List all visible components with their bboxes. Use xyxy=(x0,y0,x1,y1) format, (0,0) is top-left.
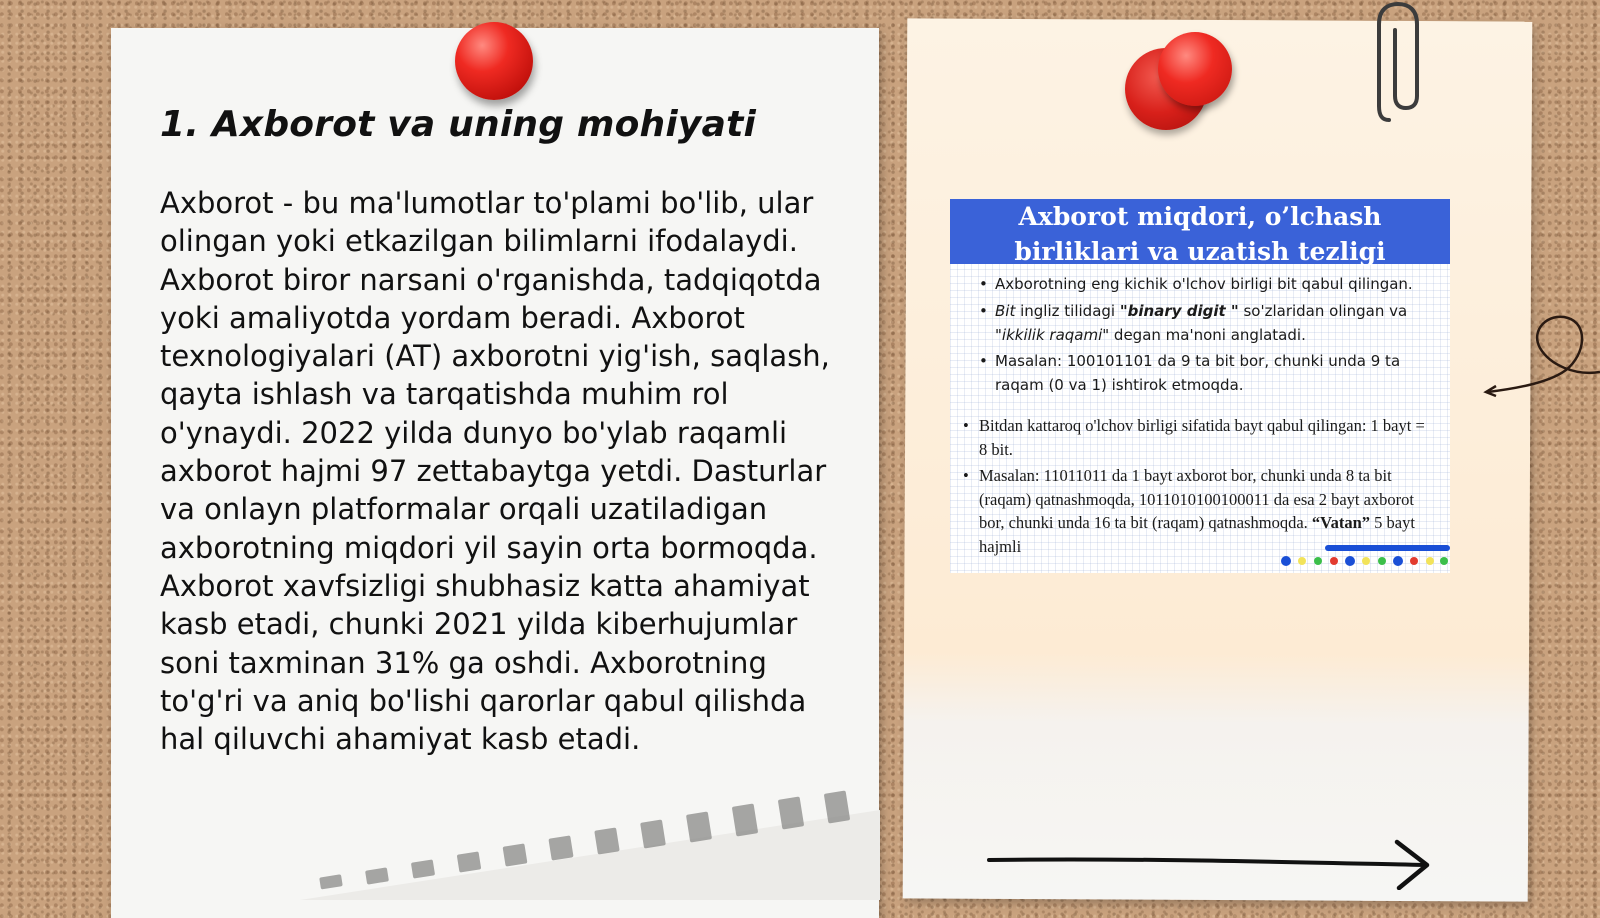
note-body-text: Axborot - bu ma'lumotlar to'plami bo'lib, ular olingan yoki etkazilgan bilimlarni ifodalaydi. Axborot biror narsani o'rganishda, tadqiqotda yoki amaliyotda yordam beradi. Axborot texnologiyalari (AT) axborotni yig'ish, saqlash, qayta ishlash va tarqatishda muhim rol o'ynaydi. 2022 yilda dunyo bo'ylab raqamli axborot hajmi 97 zettabaytga yetdi. Dasturlar va onlayn platformalar orqali uzatiladigan axborotning miqdori yil sayin orta bormoqda. Axborot xavfsizligi shubhasiz katta ahamiyat kasb etadi, chunki 2021 yilda kiberhujumlar soni taxminan 31% ga oshdi. Axborotning to'g'ri va aniq bo'lishi qarorlar qabul qilishda hal qiluvchi ahamiyat kasb etadi. xyxy=(160,186,830,757)
binary-digit-phrase: "binary digit " xyxy=(1119,302,1239,320)
bullet-text: Axborotning eng kichik o'lchov birligi bit qabul qilingan. xyxy=(995,275,1413,293)
push-pin-icon xyxy=(455,22,533,100)
string-loop-icon xyxy=(1480,310,1600,405)
bullet-text: " degan ma'noni anglatadi. xyxy=(1102,326,1306,344)
bullet-text: Masalan: 100101101 da 9 ta bit bor, chunki unda 9 ta raqam (0 va 1) ishtirok etmoqda. xyxy=(995,352,1401,394)
embedded-slide xyxy=(950,199,1450,573)
bullet-text: Bitdan kattaroq o'lchov birligi sifatida bayt qabul qilingan: 1 bayt = 8 bit. xyxy=(979,416,1425,459)
slide-title: Axborot miqdori, o’lchash birliklari va uzatish tezligi xyxy=(950,199,1450,264)
slide-bullet-4 xyxy=(979,414,1434,461)
slide-bullet-5 xyxy=(979,464,1429,558)
note-heading: 1. Axborot va uning mohiyati xyxy=(160,104,757,145)
slide-bullet-3 xyxy=(995,349,1435,397)
decorative-bar xyxy=(1325,545,1450,551)
bullet-text: Masalan: 11011011 da 1 bayt axborot bor, chunki unda 8 ta bit (raqam) qatnashmoqda, 1011010100100011 da esa 2 bayt axborot bor, chunki unda 16 ta bit (raqam) qatnashmoqda. xyxy=(979,466,1415,532)
ikkilik-raqami-phrase: ikkilik raqami xyxy=(1001,326,1103,344)
paperclip-icon xyxy=(1375,0,1421,128)
bullet-text: ingliz tilidagi xyxy=(1015,302,1120,320)
slide-bullet-1 xyxy=(995,272,1445,296)
bullet-text: 5 bayt hajmli xyxy=(979,513,1415,556)
bit-term: Bit xyxy=(995,302,1016,320)
vatan-word: “Vatan” xyxy=(1311,513,1370,532)
torn-paper-strip-icon xyxy=(300,790,880,900)
slide-bullet-2 xyxy=(995,299,1435,347)
decorative-dots-icon xyxy=(1280,555,1450,567)
arrow-right-icon xyxy=(985,838,1445,890)
push-pin-icon xyxy=(1158,32,1232,106)
bullet-text: so'zlaridan olingan va " xyxy=(995,302,1408,344)
